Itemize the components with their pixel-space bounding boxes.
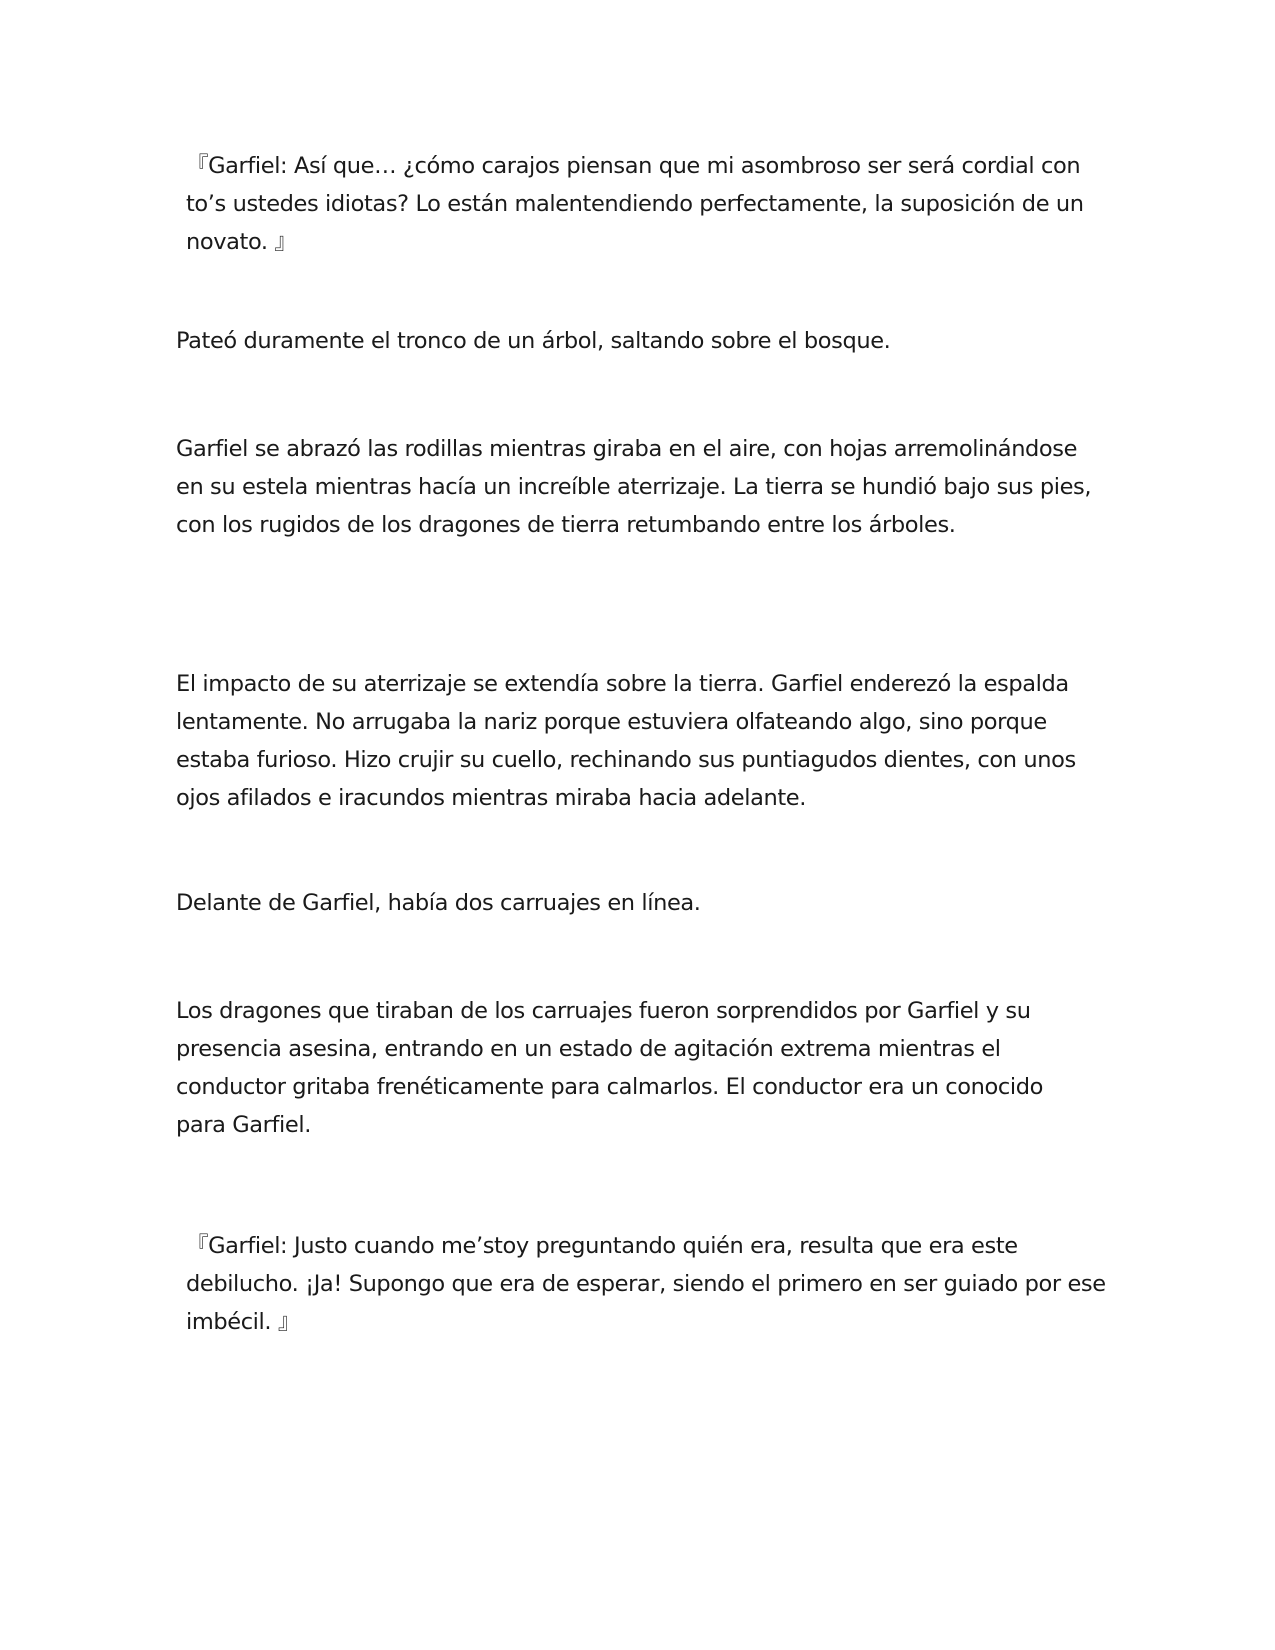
narrative-paragraph-2: Pateó duramente el tronco de un árbol, saltando sobre el bosque.	[176, 328, 891, 354]
narrative-paragraph-3: Garfiel se abrazó las rodillas mientras giraba en el aire, con hojas arremolinándose en su estela mientras hacía un increíble aterrizaje. La tierra se hundió bajo sus pies, con los rugidos de los dragones de tierra retumbando entre los árboles.	[176, 436, 1098, 538]
dialogue-paragraph-7: 『Garfiel: Justo cuando me’stoy preguntando quién era, resulta que era este debilucho. ¡Ja! Supongo que era de esperar, siendo el primero en ser guiado por ese imbécil. 』	[186, 1233, 1113, 1335]
dialogue-paragraph-1: 『Garfiel: Así que… ¿cómo carajos piensan que mi asombroso ser será cordial con to’s ustedes idiotas? Lo están malentendiendo perfectamente, la suposición de un novato. 』	[186, 153, 1091, 255]
narrative-paragraph-6: Los dragones que tiraban de los carruajes fueron sorprendidos por Garfiel y su presencia asesina, entrando en un estado de agitación extrema mientras el conductor gritaba frenéticamente para calmarlos. El conductor era un conocido para Garfiel.	[176, 998, 1050, 1138]
narrative-paragraph-4: El impacto de su aterrizaje se extendía sobre la tierra. Garfiel enderezó la espalda lentamente. No arrugaba la nariz porque estuviera olfateando algo, sino porque estaba furioso. Hizo crujir su cuello, rechinando sus puntiagudos dientes, con unos ojos afilados e iracundos mientras miraba hacia adelante.	[176, 671, 1083, 811]
narrative-paragraph-5: Delante de Garfiel, había dos carruajes en línea.	[176, 890, 701, 916]
